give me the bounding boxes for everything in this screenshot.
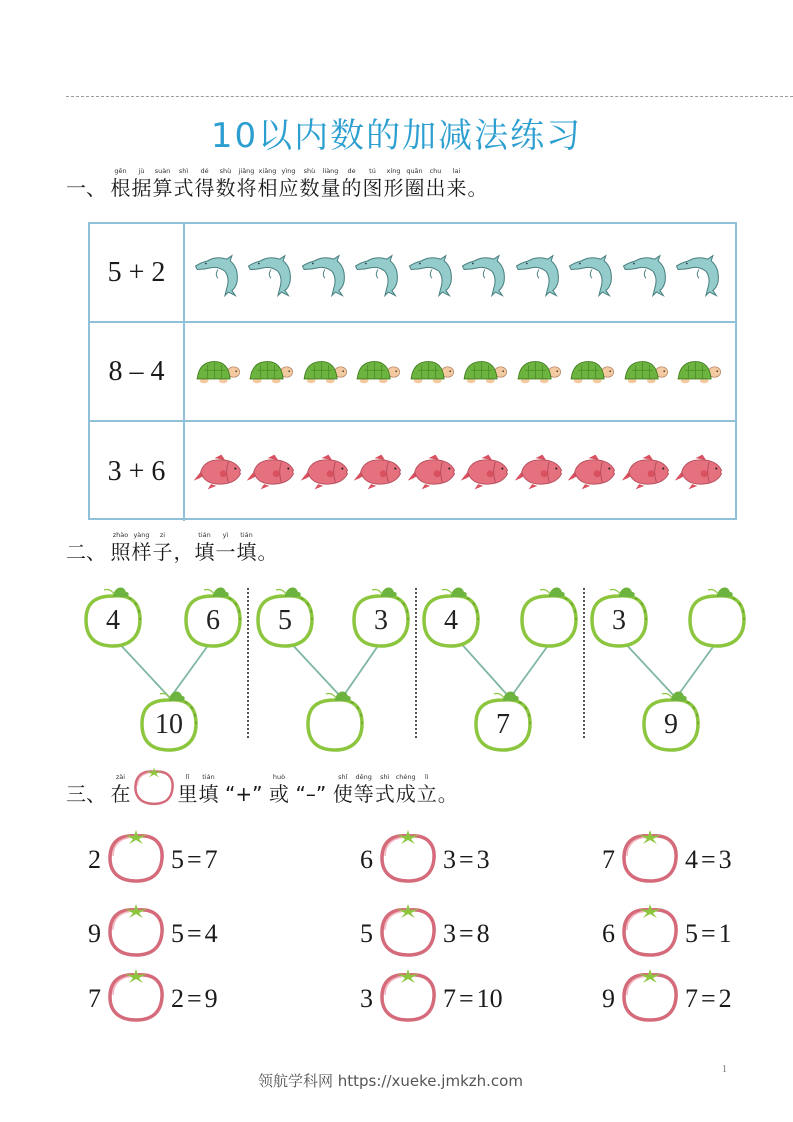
- top-dashed-divider: [66, 96, 793, 97]
- turtle-icon[interactable]: [352, 346, 404, 398]
- hanzi: 据: [131, 176, 152, 200]
- hanzi: 使: [332, 782, 353, 806]
- operand-a: 3: [360, 984, 373, 1013]
- hanzi: 子: [152, 540, 173, 564]
- operand-a: 9: [602, 984, 615, 1013]
- number-bond-1: [76, 584, 244, 749]
- bond-left-bubble: 4: [82, 592, 144, 650]
- turtle-icon[interactable]: [620, 346, 672, 398]
- pinyin: suàn: [154, 167, 171, 175]
- dolphin-icon[interactable]: [192, 247, 244, 299]
- equation-cell: 8 – 4: [90, 323, 185, 420]
- result: 10: [476, 984, 503, 1013]
- hanzi: 成: [395, 782, 416, 806]
- counting-table: [88, 222, 737, 520]
- pinyin: chu: [429, 167, 442, 175]
- operator-blank-tomato[interactable]: [619, 908, 681, 960]
- turtle-row: [190, 323, 727, 420]
- dolphin-icon[interactable]: [406, 247, 458, 299]
- hanzi: 将: [236, 176, 257, 200]
- hanzi: 立: [416, 782, 437, 806]
- turtle-icon[interactable]: [513, 346, 565, 398]
- number-bond-4: [588, 584, 756, 749]
- ruby-char: [425, 166, 446, 200]
- turtle-icon[interactable]: [192, 346, 244, 398]
- ruby-char: [194, 530, 215, 564]
- ruby-char: [395, 772, 416, 806]
- ruby-char: [299, 166, 320, 200]
- result: 2: [718, 984, 732, 1013]
- ruby-char: [278, 166, 299, 200]
- ruby-char: [332, 772, 353, 806]
- bond-left-bubble: 5: [254, 592, 316, 650]
- bond-right-blank[interactable]: [518, 592, 580, 650]
- operand-a: 7: [88, 984, 101, 1013]
- pinyin: xiāng: [258, 167, 277, 175]
- pinyin: jiāng: [238, 167, 255, 175]
- hanzi: 形: [383, 176, 404, 200]
- pinyin: zi: [159, 531, 166, 539]
- pinyin: tián: [198, 531, 211, 539]
- ruby-char: [446, 166, 467, 200]
- operator-blank-tomato[interactable]: [619, 834, 681, 886]
- number-bond-2: [254, 584, 422, 749]
- ruby-char: [467, 166, 488, 200]
- section-3-heading: [66, 770, 458, 806]
- dolphin-icon[interactable]: [620, 247, 672, 299]
- turtle-icon[interactable]: [406, 346, 458, 398]
- result: 7: [204, 845, 218, 874]
- plus-sign-quote: “+”: [225, 782, 263, 806]
- hanzi: 算: [152, 176, 173, 200]
- ruby-char: [416, 772, 437, 806]
- bond-left-bubble: 4: [420, 592, 482, 650]
- turtle-icon[interactable]: [673, 346, 725, 398]
- operand-b: 3: [443, 919, 456, 948]
- operator-blank-tomato[interactable]: [377, 973, 439, 1025]
- hanzi: 量: [320, 176, 341, 200]
- equation-row: [360, 908, 490, 960]
- pinyin: de: [347, 167, 356, 175]
- equals-sign: =: [459, 845, 474, 874]
- footer-watermark: 领航学科网 https://xueke.jmkzh.com: [258, 1072, 523, 1090]
- operand-b: 7: [443, 984, 456, 1013]
- result: 3: [476, 845, 490, 874]
- equation-row: [88, 834, 218, 886]
- equals-sign: =: [701, 919, 716, 948]
- ruby-char: [152, 530, 173, 564]
- dolphin-icon[interactable]: [566, 247, 618, 299]
- hanzi: 来: [446, 176, 467, 200]
- ruby-char: [152, 166, 173, 200]
- hanzi: 出: [425, 176, 446, 200]
- equals-sign: =: [459, 919, 474, 948]
- dolphin-icon[interactable]: [513, 247, 565, 299]
- operand-b: 5: [171, 845, 184, 874]
- operand-b: 2: [171, 984, 184, 1013]
- ruby-char: [131, 166, 152, 200]
- pinyin: gēn: [114, 167, 127, 175]
- equation-cell: 5 + 2: [90, 224, 185, 321]
- fish-icon[interactable]: [513, 446, 565, 498]
- equals-sign: =: [701, 984, 716, 1013]
- ruby-char: [236, 166, 257, 200]
- section-2-number: 二、: [66, 540, 106, 564]
- turtle-icon[interactable]: [245, 346, 297, 398]
- equals-sign: =: [187, 845, 202, 874]
- equation-cell: 3 + 6: [90, 422, 185, 521]
- hanzi: 得: [194, 176, 215, 200]
- operator-blank-tomato[interactable]: [105, 973, 167, 1025]
- equals-sign: =: [459, 984, 474, 1013]
- ruby-char: [437, 772, 458, 806]
- ruby-char: [215, 166, 236, 200]
- fish-icon[interactable]: [192, 446, 244, 498]
- fish-icon[interactable]: [566, 446, 618, 498]
- ruby-char: [374, 772, 395, 806]
- table-row-turtles: [90, 323, 735, 422]
- operand-a: 5: [360, 919, 373, 948]
- pinyin: tián: [240, 531, 253, 539]
- hanzi: 。: [257, 540, 278, 564]
- ruby-char: zài 在: [110, 773, 131, 806]
- fish-row: [190, 422, 727, 521]
- hanzi: 的: [341, 176, 362, 200]
- turtle-icon[interactable]: [459, 346, 511, 398]
- result: 8: [476, 919, 490, 948]
- fish-icon[interactable]: [352, 446, 404, 498]
- hanzi: ，: [173, 540, 194, 564]
- equation-row: [602, 973, 732, 1025]
- ruby-char: [173, 166, 194, 200]
- dolphin-icon[interactable]: [673, 247, 725, 299]
- number-bond-area: [76, 584, 756, 749]
- equation-row: [602, 834, 732, 886]
- pinyin: shù: [219, 167, 232, 175]
- result: 1: [718, 919, 732, 948]
- operand-b: 3: [443, 845, 456, 874]
- ruby-char: [194, 166, 215, 200]
- section-2-heading: [66, 530, 278, 564]
- pinyin: zhào: [112, 531, 129, 539]
- equals-sign: =: [701, 845, 716, 874]
- equals-sign: =: [187, 984, 202, 1013]
- operand-b: 4: [685, 845, 698, 874]
- ruby-char: [320, 166, 341, 200]
- pinyin: děng: [355, 773, 372, 781]
- dolphin-icon[interactable]: [352, 247, 404, 299]
- hanzi: 数: [299, 176, 320, 200]
- dolphin-icon[interactable]: [245, 247, 297, 299]
- dolphin-row: [190, 224, 727, 321]
- fish-icon[interactable]: [459, 446, 511, 498]
- hanzi: 一: [215, 540, 236, 564]
- table-row-fish: [90, 422, 735, 521]
- operator-blank-tomato[interactable]: [105, 834, 167, 886]
- fish-icon[interactable]: [245, 446, 297, 498]
- hanzi: 式: [374, 782, 395, 806]
- hanzi: 照: [110, 540, 131, 564]
- pinyin: yì: [222, 531, 229, 539]
- table-row-dolphins: [90, 224, 735, 323]
- equation-row: [88, 908, 218, 960]
- turtle-icon[interactable]: [299, 346, 351, 398]
- section-1-heading: [66, 166, 488, 200]
- operator-blank-tomato[interactable]: [377, 834, 439, 886]
- hanzi: 根: [110, 176, 131, 200]
- hanzi: 应: [278, 176, 299, 200]
- ruby-char: huò 或: [268, 773, 289, 806]
- ruby-char: [236, 530, 257, 564]
- pinyin: jù: [138, 167, 145, 175]
- hanzi: 。: [467, 176, 488, 200]
- operator-blank-tomato[interactable]: [377, 908, 439, 960]
- operator-blank-tomato[interactable]: [105, 908, 167, 960]
- bond-right-bubble: 3: [350, 592, 412, 650]
- hanzi: 。: [437, 782, 458, 806]
- equation-row: [602, 908, 732, 960]
- page-number: 1: [722, 1064, 727, 1075]
- number-bond-3: [420, 584, 588, 749]
- ruby-char: lǐ 里: [177, 773, 198, 806]
- pinyin: liàng: [322, 167, 339, 175]
- ruby-char: tián 填: [198, 773, 219, 806]
- operand-b: 5: [685, 919, 698, 948]
- hanzi: 等: [353, 782, 374, 806]
- bond-left-bubble: 3: [588, 592, 650, 650]
- turtle-icon[interactable]: [566, 346, 618, 398]
- equation-row: [360, 834, 490, 886]
- operand-b: 7: [685, 984, 698, 1013]
- pinyin: chéng: [395, 773, 416, 781]
- bond-total-blank[interactable]: [304, 696, 366, 754]
- ruby-char: [257, 166, 278, 200]
- hanzi: 数: [215, 176, 236, 200]
- bond-total-bubble: 7: [472, 696, 534, 754]
- ruby-char: [173, 530, 194, 564]
- result: 3: [718, 845, 732, 874]
- ruby-char: [353, 772, 374, 806]
- equation-row: [360, 973, 503, 1025]
- hanzi: 相: [257, 176, 278, 200]
- pinyin: xíng: [386, 167, 401, 175]
- hanzi: 图: [362, 176, 383, 200]
- operator-blank-tomato[interactable]: [619, 973, 681, 1025]
- result: 4: [204, 919, 218, 948]
- ruby-char: [110, 530, 131, 564]
- tomato-icon: [131, 770, 177, 806]
- bond-right-bubble: 6: [182, 592, 244, 650]
- page-title: 10以内数的加减法练习: [210, 116, 583, 156]
- operand-a: 7: [602, 845, 615, 874]
- hanzi: 样: [131, 540, 152, 564]
- pinyin: dé: [200, 167, 209, 175]
- pinyin: shù: [303, 167, 316, 175]
- hanzi: 填: [236, 540, 257, 564]
- bond-total-bubble: 9: [640, 696, 702, 754]
- operand-b: 5: [171, 919, 184, 948]
- ruby-char: [362, 166, 383, 200]
- pinyin: tú: [369, 167, 376, 175]
- ruby-char: [404, 166, 425, 200]
- fish-icon[interactable]: [406, 446, 458, 498]
- operand-a: 2: [88, 845, 101, 874]
- pinyin: shǐ: [338, 773, 348, 781]
- dotted-divider: [247, 588, 249, 738]
- pinyin: quān: [406, 167, 423, 175]
- ruby-char: [341, 166, 362, 200]
- fish-icon[interactable]: [620, 446, 672, 498]
- equals-sign: =: [187, 919, 202, 948]
- operand-a: 9: [88, 919, 101, 948]
- pinyin: shì: [380, 773, 390, 781]
- fish-icon[interactable]: [299, 446, 351, 498]
- dolphin-icon[interactable]: [459, 247, 511, 299]
- minus-sign-quote: “–”: [295, 782, 327, 806]
- ruby-char: [131, 530, 152, 564]
- section-3-number: 三、: [66, 782, 106, 806]
- hanzi: 填: [194, 540, 215, 564]
- ruby-char: [383, 166, 404, 200]
- pinyin: yìng: [281, 167, 296, 175]
- hanzi: 式: [173, 176, 194, 200]
- bond-right-blank[interactable]: [686, 592, 748, 650]
- equation-row: [88, 973, 218, 1025]
- result: 9: [204, 984, 218, 1013]
- pinyin: yàng: [133, 531, 150, 539]
- hanzi: 圈: [404, 176, 425, 200]
- ruby-char: [215, 530, 236, 564]
- ruby-char: [257, 530, 278, 564]
- ruby-char: [110, 166, 131, 200]
- operand-a: 6: [360, 845, 373, 874]
- bond-total-bubble: 10: [138, 696, 200, 754]
- fish-icon[interactable]: [673, 446, 725, 498]
- pinyin: shì: [178, 167, 189, 175]
- pinyin: lì: [424, 773, 429, 781]
- operand-a: 6: [602, 919, 615, 948]
- pinyin: lai: [452, 167, 461, 175]
- dolphin-icon[interactable]: [299, 247, 351, 299]
- section-1-number: 一、: [66, 176, 106, 200]
